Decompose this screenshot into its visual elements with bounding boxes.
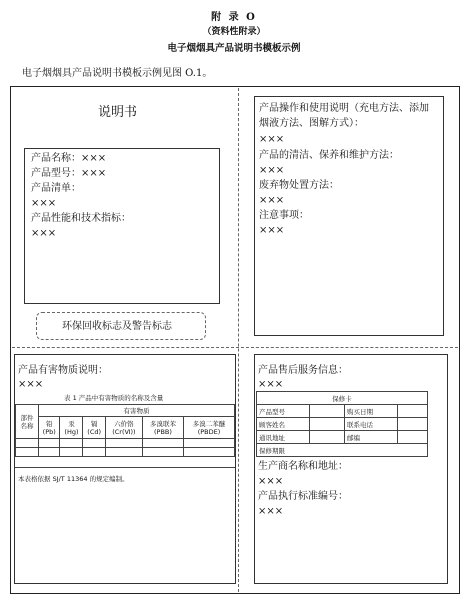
notes-label: 注意事项： (259, 210, 309, 221)
warranty-cell: 邮编 (345, 431, 398, 444)
intro-text: 电子烟烟具产品说明书模板示例见图 O.1。 (22, 68, 213, 79)
hazardous-value: ××× (18, 379, 44, 390)
col-cd (83, 417, 105, 439)
col-cd-name: 镉 (90, 419, 98, 428)
warranty-cell: 产品型号 (257, 405, 310, 418)
col-pbb-name: 多溴联苯 (149, 419, 176, 428)
product-name: 产品名称：××× (31, 153, 107, 164)
hazardous-table-note: 本表格依据 SJ/T 11364 的规定编制。 (18, 475, 129, 483)
usage-label-line1: 产品操作和使用说明（充电方法、添加 (259, 103, 429, 114)
appendix-title: 附 录 O (211, 12, 257, 23)
table-row (16, 439, 235, 448)
col-cr (105, 417, 142, 439)
part-name-header (16, 405, 39, 439)
product-specs-value: ××× (31, 228, 57, 239)
horizontal-divider (12, 347, 458, 348)
appendix-nature: （资料性附录） (202, 27, 266, 37)
hazardous-table-caption: 表 1 产品中有害物质的名称及含量 (64, 394, 164, 402)
hazardous-table (15, 404, 235, 457)
table-bottom-rule (15, 467, 235, 468)
col-cr-sym: (Cr(Ⅵ)) (112, 427, 136, 436)
usage-value: ××× (259, 134, 285, 145)
hazardous-title: 产品有害物质说明： (18, 365, 108, 376)
col-pb-name: 铅 (45, 419, 53, 428)
col-pbde-sym: (PBDE) (197, 427, 221, 436)
col-pbb-sym: (PBB) (153, 427, 172, 436)
usage-label-line2: 烟液方法、图解方式）： (259, 118, 364, 129)
col-hg-name: 汞 (68, 419, 75, 428)
hazardous-group-header: 有害物质 (39, 405, 235, 417)
after-sales-title: 产品售后服务信息： (258, 365, 348, 376)
manufacturer-label: 生产商名称和地址： (258, 461, 348, 472)
part-name-label-1: 部件 (20, 413, 34, 422)
standard-value: ××× (258, 506, 284, 517)
table-row (257, 405, 428, 418)
hazardous-box (14, 354, 236, 584)
manufacturer-value: ××× (258, 476, 284, 487)
disposal-value: ××× (259, 195, 285, 206)
product-list-label: 产品清单： (31, 183, 81, 194)
product-list-value: ××× (31, 198, 57, 209)
notes-value: ××× (259, 225, 285, 236)
recycle-warning-text: 环保回收标志及警告标志 (62, 321, 172, 332)
standard-label: 产品执行标准编号： (258, 491, 348, 502)
warranty-card-footer: 保修期限 (257, 444, 428, 457)
col-pbde (183, 417, 234, 439)
warranty-cell (310, 418, 345, 431)
product-model: 产品型号：××× (31, 168, 107, 179)
disposal-label: 废弃物处置方法： (259, 180, 339, 191)
table-row (257, 431, 428, 444)
warranty-card-header: 保修卡 (257, 392, 428, 405)
warranty-cell: 通讯地址 (257, 431, 310, 444)
cleaning-value: ××× (259, 165, 285, 176)
appendix-heading: 电子烟烟具产品说明书模板示例 (167, 43, 301, 54)
warranty-card (256, 391, 428, 457)
warranty-cell: 联系电话 (345, 418, 398, 431)
warranty-cell (310, 405, 345, 418)
col-hg (60, 417, 83, 439)
warranty-cell (310, 431, 345, 444)
col-pb (39, 417, 60, 439)
warranty-cell (398, 405, 428, 418)
vertical-divider (238, 88, 239, 592)
col-cr-name: 六价铬 (114, 419, 134, 428)
warranty-cell (398, 418, 428, 431)
warranty-cell (398, 431, 428, 444)
table-row (257, 418, 428, 431)
after-sales-value: ××× (258, 379, 284, 390)
product-specs-label: 产品性能和技术指标： (31, 213, 131, 224)
col-pbb (142, 417, 183, 439)
table-row (16, 448, 235, 457)
col-cd-sym: (Cd) (87, 427, 102, 436)
warranty-cell: 顾客姓名 (257, 418, 310, 431)
col-pb-sym: (Pb) (42, 427, 56, 436)
col-pbde-name: 多溴二苯醚 (192, 419, 226, 428)
warranty-cell: 购买日期 (345, 405, 398, 418)
manual-title: 说明书 (98, 105, 138, 120)
part-name-label-2: 名称 (20, 421, 34, 430)
col-hg-sym: (Hg) (64, 427, 79, 436)
cleaning-label: 产品的清洁、保养和维护方法： (259, 150, 399, 161)
